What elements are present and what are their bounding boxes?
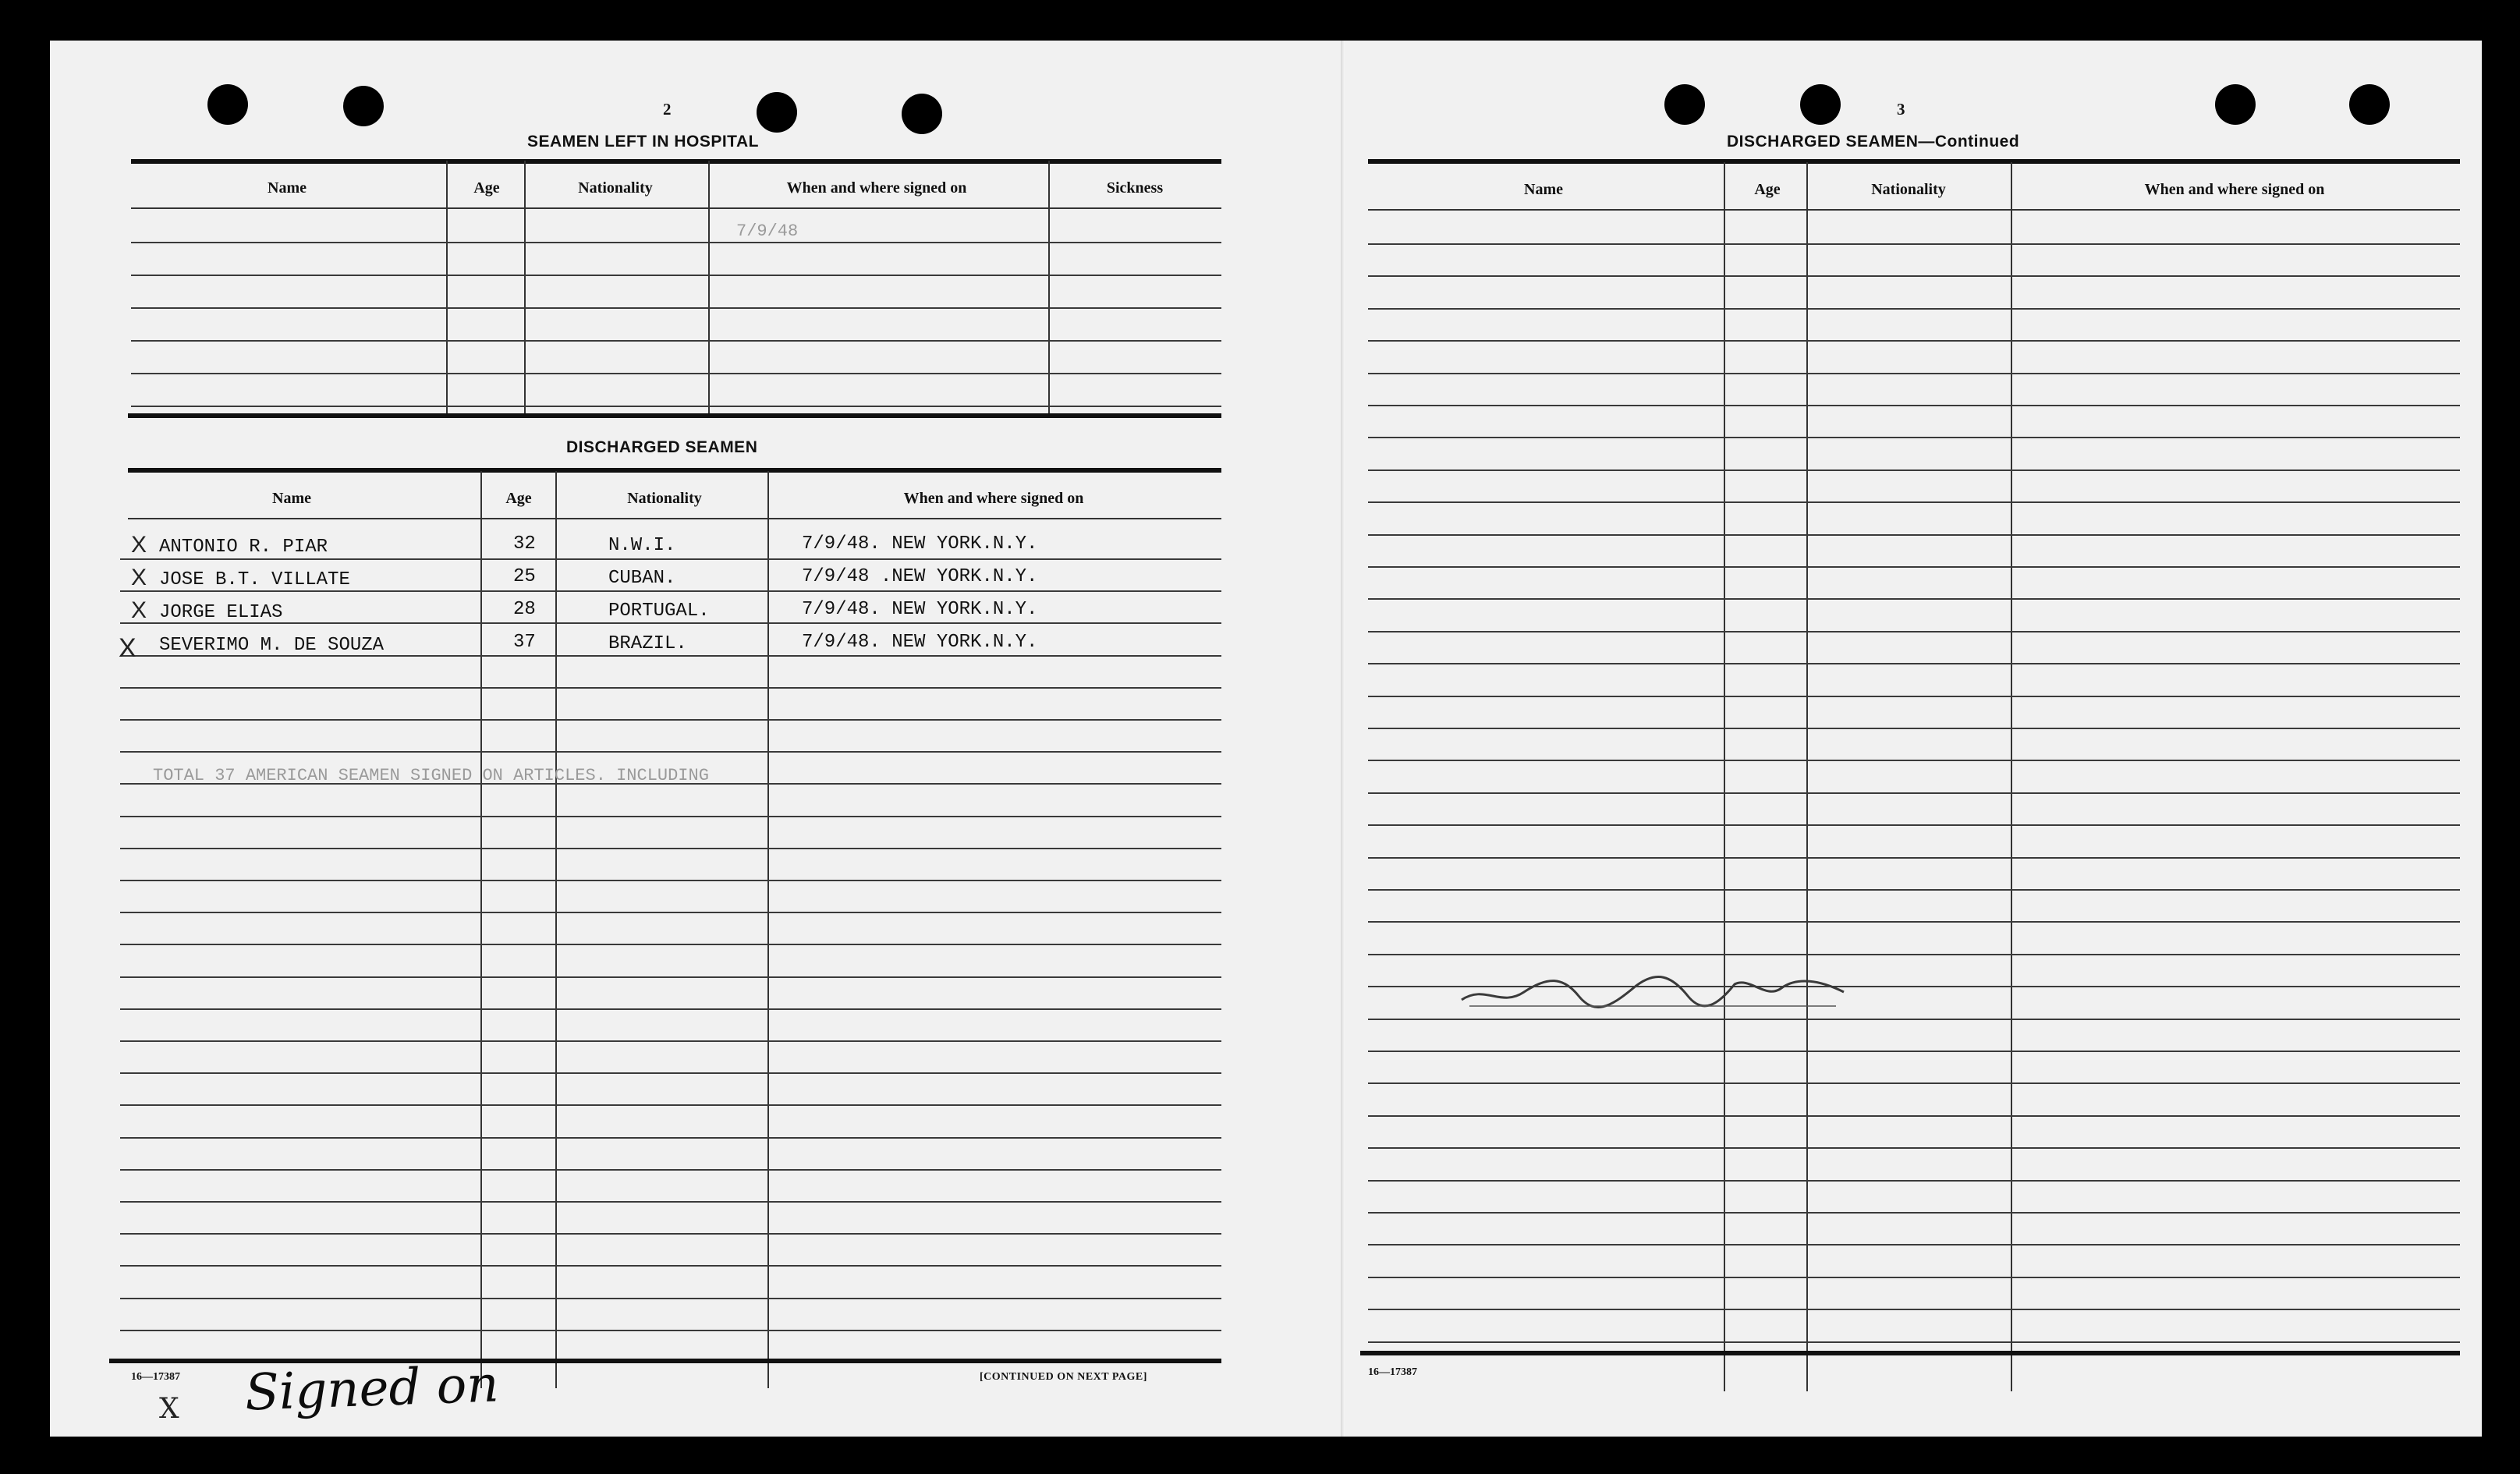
ruled-line	[120, 1233, 1221, 1235]
right-col-divider	[2011, 162, 2012, 1391]
ruled-line	[1368, 663, 2460, 664]
right-header-nationality: Nationality	[1871, 181, 1946, 198]
ruled-line	[1368, 1341, 2460, 1343]
ruled-line	[1368, 1244, 2460, 1245]
ruled-line	[120, 848, 1221, 849]
discharged-top-rule	[128, 468, 1221, 473]
seaman-signed-on: 7/9/48. NEW YORK.N.Y.	[802, 533, 1038, 555]
punch-hole	[902, 94, 942, 134]
hospital-section-title: SEAMEN LEFT IN HOSPITAL	[527, 133, 759, 151]
hospital-header-nationality: Nationality	[578, 179, 653, 197]
ruled-line	[1368, 405, 2460, 406]
seaman-name: JOSE B.T. VILLATE	[159, 569, 350, 590]
handwritten-x-mark: X	[119, 633, 136, 663]
ruled-line	[131, 242, 1221, 243]
right-header-age: Age	[1754, 181, 1781, 198]
ruled-line	[1368, 1115, 2460, 1117]
seaman-nationality: PORTUGAL.	[608, 601, 710, 622]
hospital-header-name: Name	[268, 179, 307, 197]
ruled-line	[120, 719, 1221, 721]
ruled-line	[1368, 275, 2460, 277]
ruled-line	[120, 1265, 1221, 1267]
ruled-line	[1368, 1147, 2460, 1149]
ruled-line	[1368, 857, 2460, 859]
discharged-header-nationality: Nationality	[627, 490, 702, 507]
page-fold	[1341, 41, 1345, 1437]
ruled-line	[120, 880, 1221, 881]
discharged-header-rule	[128, 518, 1221, 519]
ruled-line	[120, 1298, 1221, 1299]
ruled-line	[131, 373, 1221, 374]
handwritten-x-bottom: X	[159, 1393, 179, 1425]
hospital-header-sickness: Sickness	[1106, 179, 1164, 197]
ruled-line	[1368, 824, 2460, 826]
punch-hole	[1664, 84, 1705, 125]
hospital-col-divider	[1048, 161, 1050, 415]
punch-hole	[1800, 84, 1841, 125]
ruled-line	[1368, 566, 2460, 568]
ruled-line	[1368, 501, 2460, 503]
document-sheet	[50, 41, 2482, 1437]
ruled-line	[1368, 469, 2460, 471]
ruled-line	[1368, 728, 2460, 729]
hospital-header-age: Age	[473, 179, 500, 197]
ruled-line	[120, 1330, 1221, 1331]
seaman-signed-on: 7/9/48. NEW YORK.N.Y.	[802, 599, 1038, 620]
discharged-col-divider	[555, 471, 557, 1388]
seaman-name: ANTONIO R. PIAR	[159, 537, 328, 558]
discharged-bottom-rule	[109, 1359, 1221, 1363]
ruled-line	[120, 1072, 1221, 1074]
ruled-line	[131, 340, 1221, 342]
hospital-faint-entry: 7/9/48	[736, 221, 799, 241]
ruled-line	[120, 944, 1221, 945]
handwritten-signed-on: Signed on	[243, 1355, 500, 1423]
punch-hole	[207, 84, 248, 125]
discharged-continued-title: DISCHARGED SEAMEN—Continued	[1727, 133, 2020, 151]
ruled-line	[120, 622, 1221, 624]
seaman-name: SEVERIMO M. DE SOUZA	[159, 635, 385, 656]
ruled-line	[120, 1169, 1221, 1171]
ruled-line	[1368, 889, 2460, 891]
right-col-divider	[1806, 162, 1808, 1391]
punch-hole	[343, 86, 384, 126]
ruled-line	[120, 976, 1221, 978]
ruled-line	[120, 590, 1221, 592]
ruled-line	[131, 307, 1221, 309]
ruled-line	[120, 1104, 1221, 1106]
discharged-header-signed-on: When and where signed on	[903, 490, 1084, 507]
ruled-line	[1368, 954, 2460, 955]
form-number-right: 16—17387	[1368, 1366, 1417, 1378]
continued-note: [CONTINUED ON NEXT PAGE]	[980, 1371, 1147, 1383]
right-header-signed-on: When and where signed on	[2144, 181, 2325, 198]
discharged-section-title: DISCHARGED SEAMEN	[566, 438, 758, 456]
faint-signature	[1454, 961, 1859, 1023]
ruled-line	[1368, 760, 2460, 761]
seaman-age: 28	[513, 599, 536, 620]
hospital-col-divider	[524, 161, 526, 415]
hospital-top-rule	[131, 159, 1221, 164]
discharged-header-age: Age	[505, 490, 532, 507]
ruled-line	[1368, 1051, 2460, 1052]
seaman-age: 37	[513, 632, 536, 653]
hospital-header-rule	[131, 207, 1221, 209]
hospital-bottom-rule	[128, 413, 1221, 418]
right-header-name: Name	[1524, 181, 1563, 198]
right-header-rule	[1368, 209, 2460, 211]
ruled-line	[120, 816, 1221, 817]
ruled-line	[131, 406, 1221, 407]
ruled-line	[1368, 792, 2460, 794]
form-number-left: 16—17387	[131, 1371, 180, 1383]
hospital-col-divider	[708, 161, 710, 415]
ruled-line	[120, 1137, 1221, 1139]
ruled-line	[120, 1201, 1221, 1203]
seaman-nationality: CUBAN.	[608, 568, 676, 589]
faint-total-note: TOTAL 37 AMERICAN SEAMEN SIGNED ON ARTICLES. INCLUDING	[153, 766, 709, 785]
right-col-divider	[1724, 162, 1725, 1391]
discharged-col-divider	[767, 471, 769, 1388]
ruled-line	[131, 275, 1221, 276]
ruled-line	[120, 1008, 1221, 1010]
seaman-age: 25	[513, 566, 536, 587]
handwritten-x-mark: X	[131, 565, 147, 590]
hospital-col-divider	[446, 161, 448, 415]
ruled-line	[1368, 631, 2460, 632]
ruled-line	[1368, 1212, 2460, 1214]
handwritten-x-mark: X	[131, 532, 147, 558]
page-number-left: 2	[663, 100, 672, 119]
seaman-signed-on: 7/9/48 .NEW YORK.N.Y.	[802, 566, 1038, 587]
ruled-line	[120, 751, 1221, 753]
right-bottom-rule	[1360, 1351, 2460, 1355]
ruled-line	[120, 687, 1221, 689]
ruled-line	[1368, 308, 2460, 310]
handwritten-x-mark: X	[131, 597, 147, 623]
ruled-line	[1368, 696, 2460, 697]
punch-hole	[757, 92, 797, 133]
discharged-col-divider	[480, 471, 482, 1388]
ruled-line	[1368, 1277, 2460, 1278]
punch-hole	[2349, 84, 2390, 125]
ruled-line	[1368, 598, 2460, 600]
ruled-line	[1368, 373, 2460, 374]
ruled-line	[120, 558, 1221, 560]
ruled-line	[120, 1040, 1221, 1042]
ruled-line	[1368, 1180, 2460, 1182]
seaman-signed-on: 7/9/48. NEW YORK.N.Y.	[802, 632, 1038, 653]
ruled-line	[1368, 1082, 2460, 1084]
ruled-line	[1368, 1309, 2460, 1310]
seaman-nationality: N.W.I.	[608, 535, 676, 556]
hospital-header-signed-on: When and where signed on	[786, 179, 967, 197]
ruled-line	[1368, 340, 2460, 342]
page-number-right: 3	[1897, 100, 1905, 119]
ruled-line	[1368, 243, 2460, 245]
ruled-line	[1368, 437, 2460, 438]
seaman-name: JORGE ELIAS	[159, 602, 283, 623]
seaman-age: 32	[513, 533, 536, 555]
punch-hole	[2215, 84, 2256, 125]
ruled-line	[120, 912, 1221, 913]
discharged-header-name: Name	[272, 490, 311, 507]
right-top-rule	[1368, 159, 2460, 164]
ruled-line	[1368, 921, 2460, 923]
ruled-line	[1368, 534, 2460, 536]
seaman-nationality: BRAZIL.	[608, 633, 687, 654]
